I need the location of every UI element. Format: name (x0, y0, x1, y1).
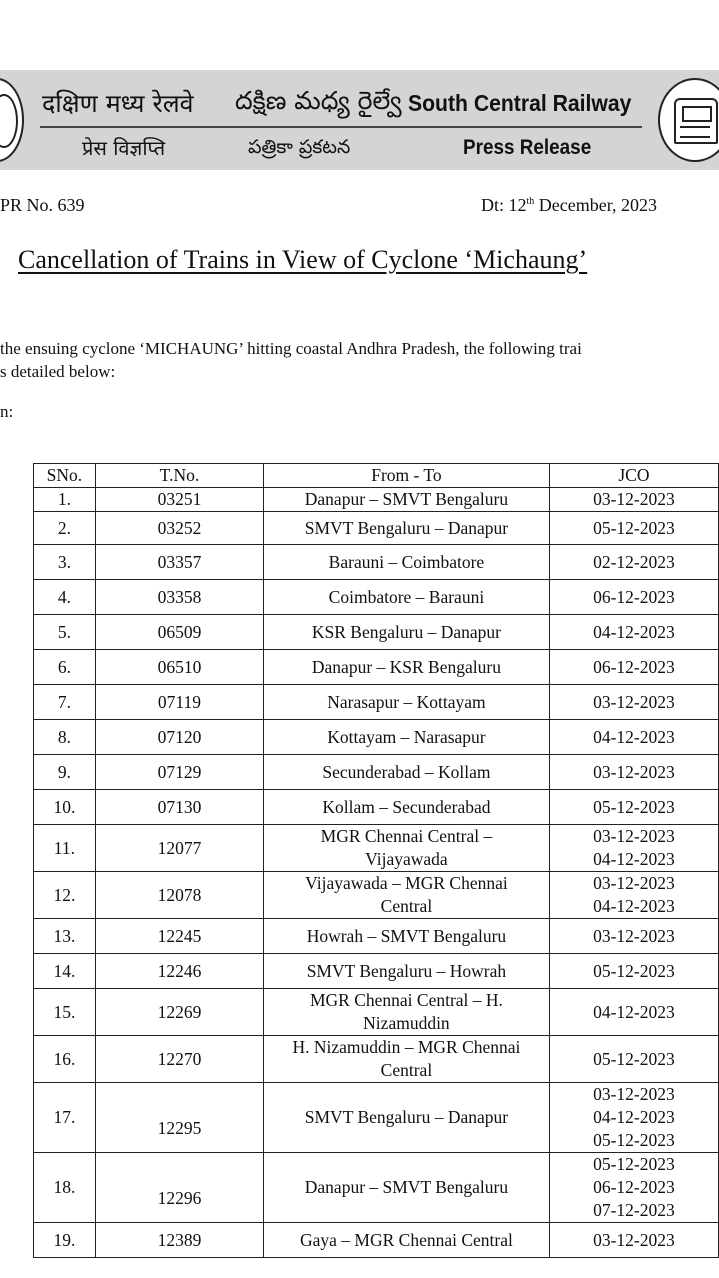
cell-sno: 7. (34, 685, 96, 720)
cell-jco (549, 650, 718, 685)
cancelled-trains-table (33, 463, 719, 1258)
cell-train-number: 12078 (95, 872, 263, 919)
jco-date: 03-12-2023 (593, 489, 675, 509)
route-line: Coimbatore – Barauni (328, 586, 485, 607)
table-row (34, 919, 719, 954)
route-line: Central (380, 1060, 433, 1080)
cell-route (264, 755, 550, 790)
telugu-railway-name: దక్షిణ మధ్య రైల్వే (235, 86, 402, 115)
route-line: H. Nizamuddin – MGR Chennai (292, 1037, 521, 1057)
jco-date: 05-12-2023 (593, 960, 675, 981)
cell-sno: 1. (34, 488, 96, 512)
route-line: Barauni – Coimbatore (328, 551, 485, 572)
cell-train-number: 12245 (95, 919, 263, 954)
route-line: Gaya – MGR Chennai Central (300, 1229, 513, 1250)
jco-date: 03-12-2023 (593, 691, 675, 712)
jco-date: 04-12-2023 (593, 621, 675, 642)
jco-date: 05-12-2023 (593, 1130, 675, 1150)
release-date: Dt: 12th December, 2023 (481, 195, 658, 215)
intro-paragraph (0, 337, 719, 383)
cell-jco (549, 512, 718, 545)
jco-date: 03-12-2023 (593, 826, 675, 846)
route-line: SMVT Bengaluru – Howrah (306, 960, 507, 981)
cell-train-number: 03252 (95, 512, 263, 545)
table-row (34, 580, 719, 615)
table-row (34, 615, 719, 650)
cell-sno: 13. (34, 919, 96, 954)
table-row (34, 1083, 719, 1153)
jco-date: 04-12-2023 (593, 849, 675, 869)
cell-jco (549, 685, 718, 720)
cell-sno: 18. (34, 1153, 96, 1223)
cell-train-number: 12246 (95, 954, 263, 989)
english-press-release: Press Release (463, 136, 592, 159)
jco-date: 03-12-2023 (593, 1229, 675, 1250)
cell-train-number: 07129 (95, 755, 263, 790)
table-row (34, 755, 719, 790)
cell-jco (549, 488, 718, 512)
jco-date: 06-12-2023 (593, 656, 675, 677)
jco-date: 03-12-2023 (593, 1084, 675, 1104)
cell-sno: 16. (34, 1036, 96, 1083)
english-railway-name: South Central Railway (408, 90, 632, 116)
header-from-to: From - To (264, 464, 550, 488)
jco-date: 05-12-2023 (593, 517, 675, 538)
cell-train-number: 12389 (95, 1223, 263, 1258)
cell-jco (549, 1153, 718, 1223)
cell-train-number: 03357 (95, 545, 263, 580)
cell-jco (549, 720, 718, 755)
jco-date: 04-12-2023 (593, 1107, 675, 1127)
cell-route (264, 872, 550, 919)
cell-route (264, 512, 550, 545)
cell-route (264, 919, 550, 954)
cell-train-number: 03251 (95, 488, 263, 512)
route-line: Kollam – Secunderabad (322, 796, 491, 817)
jco-date: 03-12-2023 (593, 925, 675, 946)
cell-route (264, 1223, 550, 1258)
table-row (34, 954, 719, 989)
jco-date: 05-12-2023 (593, 796, 675, 817)
cell-sno: 4. (34, 580, 96, 615)
cell-sno: 8. (34, 720, 96, 755)
cell-route (264, 650, 550, 685)
route-line: Central (380, 896, 433, 916)
telugu-press-release: పత్రికా ప్రకటన (248, 136, 351, 158)
route-line: KSR Bengaluru – Danapur (311, 621, 501, 642)
cell-jco (549, 545, 718, 580)
table-row (34, 825, 719, 872)
cell-jco (549, 615, 718, 650)
table-row (34, 790, 719, 825)
cell-route (264, 989, 550, 1036)
route-line: Danapur – SMVT Bengaluru (304, 489, 509, 509)
cell-jco (549, 1083, 718, 1153)
route-line: Danapur – SMVT Bengaluru (304, 1177, 509, 1197)
table-row (34, 720, 719, 755)
table-row (34, 488, 719, 512)
cell-train-number: 07120 (95, 720, 263, 755)
cell-jco (549, 755, 718, 790)
hindi-press-release: प्रेस विज्ञप्ति (82, 136, 166, 160)
cell-route (264, 488, 550, 512)
cell-sno: 14. (34, 954, 96, 989)
cell-sno: 10. (34, 790, 96, 825)
table-row (34, 872, 719, 919)
cell-sno: 3. (34, 545, 96, 580)
cell-sno: 2. (34, 512, 96, 545)
jco-date: 03-12-2023 (593, 873, 675, 893)
table-row (34, 545, 719, 580)
cell-sno: 15. (34, 989, 96, 1036)
jco-date: 06-12-2023 (593, 586, 675, 607)
table-row (34, 1036, 719, 1083)
cell-route (264, 685, 550, 720)
jco-date: 04-12-2023 (593, 726, 675, 747)
header-jco: JCO (549, 464, 718, 488)
route-line: SMVT Bengaluru – Danapur (304, 1107, 509, 1127)
cell-jco (549, 1223, 718, 1258)
cell-jco (549, 790, 718, 825)
route-line: Vijayawada (365, 849, 448, 869)
cell-jco (549, 989, 718, 1036)
document-title: Cancellation of Trains in View of Cyclone ‘Michaung’ (18, 245, 588, 274)
route-line: Nizamuddin (363, 1013, 450, 1033)
cell-sno: 12. (34, 872, 96, 919)
jco-date: 04-12-2023 (593, 1001, 675, 1022)
cell-jco (549, 1036, 718, 1083)
cell-route (264, 615, 550, 650)
railway-emblem-left-icon (0, 78, 24, 162)
route-line: Howrah – SMVT Bengaluru (306, 925, 507, 946)
route-line: Danapur – KSR Bengaluru (311, 656, 501, 677)
cell-route (264, 825, 550, 872)
route-line: Kottayam – Narasapur (327, 726, 486, 747)
route-line: Vijayawada – MGR Chennai (305, 873, 508, 893)
route-line: MGR Chennai Central – (320, 826, 493, 846)
cell-train-number: 12077 (95, 825, 263, 872)
cell-train-number: 03358 (95, 580, 263, 615)
cell-train-number: 06509 (95, 615, 263, 650)
cell-route (264, 1083, 550, 1153)
table-row (34, 650, 719, 685)
intro-line-2: s detailed below: (0, 362, 116, 381)
cell-sno: 9. (34, 755, 96, 790)
cell-jco (549, 872, 718, 919)
jco-date: 04-12-2023 (593, 896, 675, 916)
cell-train-number: 07130 (95, 790, 263, 825)
table-row (34, 989, 719, 1036)
cell-route (264, 580, 550, 615)
cell-route (264, 790, 550, 825)
hindi-railway-name: दक्षिण मध्य रेलवे (42, 89, 194, 118)
cell-train-number: 12295 (95, 1083, 263, 1153)
table-row (34, 1153, 719, 1223)
section-label-fragment: n: (0, 402, 14, 421)
jco-date: 02-12-2023 (593, 551, 675, 572)
table-header-row (34, 464, 719, 488)
jco-date: 05-12-2023 (593, 1048, 675, 1069)
cell-jco (549, 580, 718, 615)
cell-train-number: 12270 (95, 1036, 263, 1083)
table-row (34, 1223, 719, 1258)
cell-sno: 11. (34, 825, 96, 872)
cell-train-number: 12269 (95, 989, 263, 1036)
cell-jco (549, 954, 718, 989)
cell-train-number: 06510 (95, 650, 263, 685)
jco-date: 03-12-2023 (593, 761, 675, 782)
letterhead-banner (0, 70, 719, 170)
cell-jco (549, 825, 718, 872)
cell-jco (549, 919, 718, 954)
header-train-number: T.No. (95, 464, 263, 488)
cell-route (264, 720, 550, 755)
jco-date: 06-12-2023 (593, 1177, 675, 1197)
route-line: MGR Chennai Central – H. (309, 990, 503, 1010)
table-row (34, 512, 719, 545)
cell-sno: 6. (34, 650, 96, 685)
route-line: Secunderabad – Kollam (322, 761, 491, 782)
cell-route (264, 545, 550, 580)
cell-route (264, 1153, 550, 1223)
cell-sno: 5. (34, 615, 96, 650)
cell-sno: 17. (34, 1083, 96, 1153)
route-line: SMVT Bengaluru – Danapur (304, 517, 509, 538)
press-release-number: PR No. 639 (0, 195, 85, 215)
cell-route (264, 1036, 550, 1083)
cell-sno: 19. (34, 1223, 96, 1258)
route-line: Narasapur – Kottayam (327, 691, 486, 712)
header-sno: SNo. (34, 464, 96, 488)
jco-date: 05-12-2023 (593, 1154, 675, 1174)
table-row (34, 685, 719, 720)
cell-route (264, 954, 550, 989)
cell-train-number: 07119 (95, 685, 263, 720)
intro-line-1: the ensuing cyclone ‘MICHAUNG’ hitting coastal Andhra Pradesh, the following trai (0, 339, 582, 358)
railway-train-emblem-icon (658, 78, 719, 162)
jco-date: 07-12-2023 (593, 1200, 675, 1220)
banner-divider (40, 126, 642, 128)
cell-train-number: 12296 (95, 1153, 263, 1223)
